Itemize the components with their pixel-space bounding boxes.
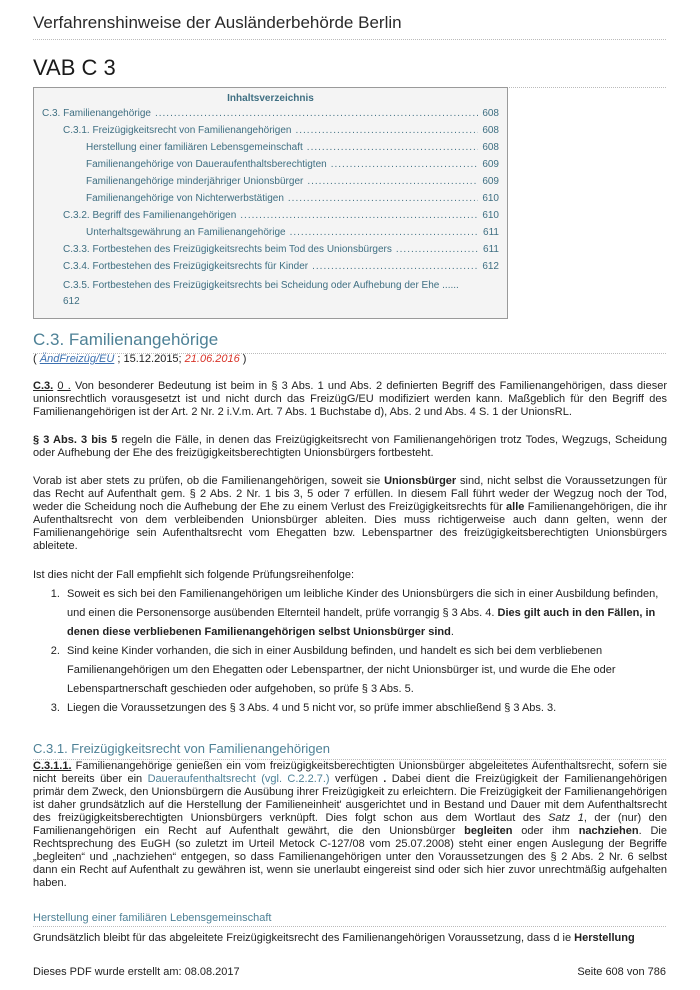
amendment-link[interactable]: ÄndFreizüg/EU	[39, 353, 115, 365]
pruefung-list	[33, 585, 667, 718]
list-item: 3. Liegen die Voraussetzungen des § 3 Abs. 4 und 5 nicht vor, so prüfe immer abschließend § 3 Abs. 3.	[63, 699, 667, 718]
daueraufenthaltsrecht-link[interactable]: Daueraufenthaltsrecht (vgl. C.2.2.7.)	[147, 773, 330, 785]
toc-entry[interactable]: Familienangehörige von Daueraufenthaltsberechtigten ..... 609	[42, 159, 499, 176]
list-item: 2. Sind keine Kinder vorhanden, die sich in einer Ausbildung befinden, und handelt es sich bei dem verbliebenen Familienangehörigen um den Ehegatten oder Lebenspartner, der nicht Unionsbürger ist, und wurde die Ehe oder Lebenspartnerschaft geschieden oder aufgehoben, so prüfe § 3 Abs. 5.	[63, 642, 667, 699]
amendment-date: 21.06.2016	[184, 353, 240, 365]
table-of-contents	[33, 87, 508, 319]
toc-entry[interactable]: C.3.5. Fortbestehen des Freizügigkeitsrechts bei Scheidung oder Aufhebung der Ehe ...... 612	[63, 280, 459, 307]
toc-entry[interactable]: Familienangehörige minderjähriger Unionsbürger ..... 609	[42, 176, 499, 193]
toc-title: Inhaltsverzeichnis	[227, 93, 314, 104]
section-title: C.3. Familienangehörige	[33, 330, 666, 354]
paragraph-herstellung: Grundsätzlich bleibt für das abgeleitete Freizügigkeitsrecht des Familienangehörigen Voraussetzung, dass d ie Herstellung	[33, 932, 635, 944]
paragraph-vorab: Vorab ist aber stets zu prüfen, ob die Familienangehörigen, soweit sie Unionsbürger sind, nicht selbst die Voraussetzungen für das Recht auf Aufenthalt gem. § 2 Abs. 2 Nr. 1 bis 3, 5 oder 7 erfüllen. In diesem Fall führt weder der Wegzug noch der Tod, weder die Scheidung noch die Aufhebung der Ehe zu einem Verlust des Freizügigkeitsrechts für alle Familienangehörigen, die ihr Aufenthaltsrecht von dem verbleibenden Unionsbürger ableiten. Dies muss richtigerweise auch dann gelten, wenn der Familienangehörige sein Aufenthaltsrecht vom Ehegatten bzw. Lebenspartner des freizügigkeitsberechtigten Unionsbürgers ableitete.	[33, 475, 667, 552]
document-header: Verfahrenshinweise der Ausländerbehörde Berlin	[33, 13, 666, 40]
toc-entry[interactable]: Herstellung einer familiären Lebensgemeinschaft ..... 608	[42, 142, 499, 159]
document-title: VAB C 3	[33, 55, 666, 88]
page-number: Seite 608 von 786	[577, 966, 666, 978]
subsection-title: Herstellung einer familiären Lebensgemeinschaft	[33, 912, 666, 927]
list-item: 1. Soweit es sich bei den Familienangehörigen um leibliche Kinder des Unionsbürgers die sich in einer Ausbildung befinden, und einen die Personensorge ausübenden Elternteil handelt, prüfe vorrangig § 3 Abs. 4. Dies gilt auch in den Fällen, in denen diese verbliebenen Familienangehörigen selbst Unionsbürger sind.	[63, 585, 667, 642]
toc-entry[interactable]: Unterhaltsgewährung an Familienangehörige ..... 611	[42, 227, 499, 244]
toc-entry[interactable]: C.3. Familienangehörige ..... 608	[42, 108, 499, 125]
subsection-title: C.3.1. Freizügigkeitsrecht von Familienangehörigen	[33, 741, 666, 760]
toc-entry[interactable]: C.3.1. Freizügigkeitsrecht von Familienangehörigen ..... 608	[42, 125, 499, 142]
paragraph-c3-1-1: C.3.1.1. Familienangehörige genießen ein vom freizügigkeitsberechtigten Unionsbürger abgeleitetes Aufenthaltsrecht, sofern sie nicht bereits über ein Daueraufenthaltsrecht (vgl. C.2.2.7.) verfügen . Dabei dient die Freizügigkeit der Familienangehörigen primär dem Zweck, den Unionsbürgern die Ausübung ihrer Freizügigkeit zu erleichtern. Die Freizügigkeit der Familienangehörigen ist daher grundsätzlich auf die Herstellung der Familieneinheit' ausgerichtet und in Bestand und Dauer mit dem Aufenthaltsrecht des freizügigkeitsberechtigten Unionsbürgers verknüpft. Dies folgt schon aus dem Wortlaut des Satz 1, der (nur) den Familienangehörigen ein Recht auf Aufenthalt gewährt, die den Unionsbürger begleiten oder ihm nachziehen. Die Rechtsprechung des EuGH (so zuletzt im Urteil Metock C-127/08 vom 25.07.2008) steht einer engen Auslegung der Begriffe „begleiten“ und „nachziehen“ entgegen, so dass Familienangehörigen unter den Voraussetzungen des § 2 Abs. 2 Nr. 6 selbst dann ein Recht auf Aufenthalt zu gewähren ist, wenn sie unerlaubt eingereist sind oder sich hier zuvor unrechtmäßig aufgehalten haben.	[33, 760, 668, 889]
toc-entry[interactable]: Familienangehörige von Nichterwerbstätigen ..... 610	[42, 193, 499, 210]
paragraph-c3-0: C.3. 0 . Von besonderer Bedeutung ist beim in § 3 Abs. 1 und Abs. 2 definierten Begriff des Familienangehörigen, dass dieser unionsrechtlich vorausgesetzt ist und nicht durch das FreizügG/EU modifiziert werden kann. Maßgeblich für den Begriff des Familienangehörigen ist der Art. 2 Nr. 2 i.V.m. Art. 7 Abs. 1 Buchstabe d), Abs. 2 und Abs. 4 S. 1 der UnionsRL.	[33, 380, 667, 418]
created-date: Dieses PDF wurde erstellt am: 08.08.2017	[33, 966, 240, 978]
toc-entry[interactable]: C.3.2. Begriff des Familienangehörigen ..... 610	[42, 210, 499, 227]
toc-entry[interactable]: C.3.3. Fortbestehen des Freizügigkeitsrechts beim Tod des Unionsbürgers ..... 611	[42, 244, 499, 261]
page-footer	[33, 966, 666, 978]
paragraph-pruefung: Ist dies nicht der Fall empfiehlt sich folgende Prüfungsreihenfolge:	[33, 569, 355, 581]
amendment-note: ( ÄndFreizüg/EU ; 15.12.2015; 21.06.2016 )	[33, 353, 247, 365]
toc-entry[interactable]: C.3.4. Fortbestehen des Freizügigkeitsrechts für Kinder ..... 612	[42, 261, 499, 278]
paragraph-abs3-5: § 3 Abs. 3 bis 5 regeln die Fälle, in denen das Freizügigkeitsrecht von Familienangehörigen trotz Todes, Wegzugs, Scheidung oder Aufhebung der Ehe des freizügigkeitsberechtigten Unionsbürgers fortbesteht.	[33, 434, 667, 459]
